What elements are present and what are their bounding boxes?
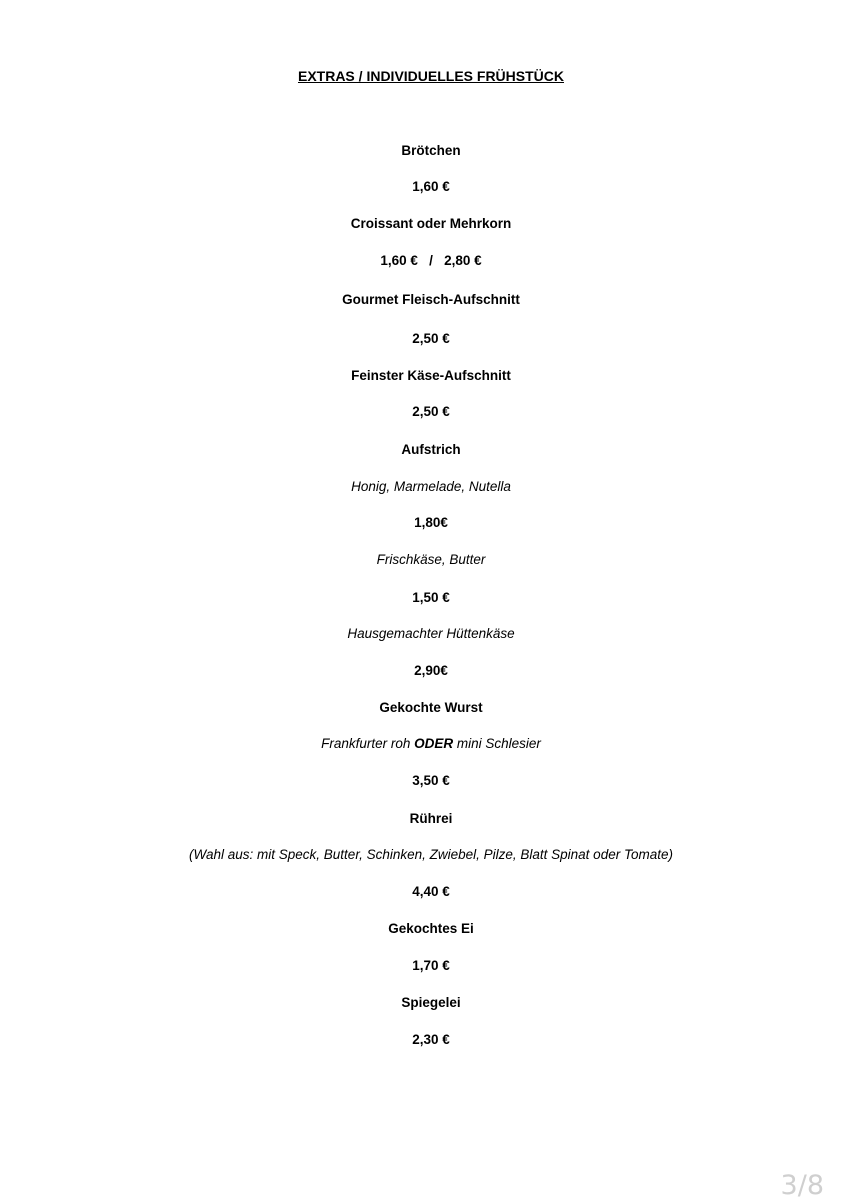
item-price-broetchen: 1,60 € — [412, 179, 450, 194]
item-name-croissant: Croissant oder Mehrkorn — [350, 216, 512, 231]
item-name-gekochtes-ei: Gekochtes Ei — [388, 921, 474, 936]
aufstrich-option-price: 2,90€ — [414, 663, 448, 678]
item-price-gekochtes-ei: 1,70 € — [412, 958, 450, 973]
aufstrich-option-price: 1,80€ — [414, 515, 448, 530]
description-text: mini Schlesier — [453, 736, 541, 751]
item-name-gekochte-wurst: Gekochte Wurst — [379, 700, 483, 715]
item-price-spiegelei: 2,30 € — [412, 1032, 450, 1047]
item-description-gekochte-wurst — [0, 735, 862, 753]
description-text: Frankfurter roh — [321, 736, 415, 751]
description-emphasis: ODER — [414, 736, 454, 751]
aufstrich-option-description: Hausgemachter Hüttenkäse — [347, 626, 515, 641]
aufstrich-option-description: Honig, Marmelade, Nutella — [351, 479, 511, 494]
aufstrich-option-description: Frischkäse, Butter — [376, 552, 486, 567]
item-name-broetchen: Brötchen — [401, 143, 461, 158]
page-title: EXTRAS / INDIVIDUELLES FRÜHSTÜCK — [297, 68, 564, 84]
aufstrich-option-price: 1,50 € — [412, 590, 450, 605]
item-price-fleisch-aufschnitt: 2,50 € — [412, 331, 450, 346]
item-price-gekochte-wurst: 3,50 € — [412, 773, 450, 788]
item-price-kaese-aufschnitt: 2,50 € — [412, 404, 450, 419]
item-name-kaese-aufschnitt: Feinster Käse-Aufschnitt — [351, 368, 511, 383]
item-name-ruehrei: Rührei — [409, 811, 453, 826]
item-name-aufstrich: Aufstrich — [401, 442, 461, 457]
page-number: 3/8 — [780, 1170, 824, 1201]
item-price-ruehrei: 4,40 € — [412, 884, 450, 899]
item-name-fleisch-aufschnitt: Gourmet Fleisch-Aufschnitt — [342, 292, 520, 307]
item-name-spiegelei: Spiegelei — [401, 995, 461, 1010]
item-price-croissant: 1,60 € / 2,80 € — [380, 253, 482, 268]
item-description-ruehrei: (Wahl aus: mit Speck, Butter, Schinken, Zwiebel, Pilze, Blatt Spinat oder Tomate) — [189, 847, 673, 862]
